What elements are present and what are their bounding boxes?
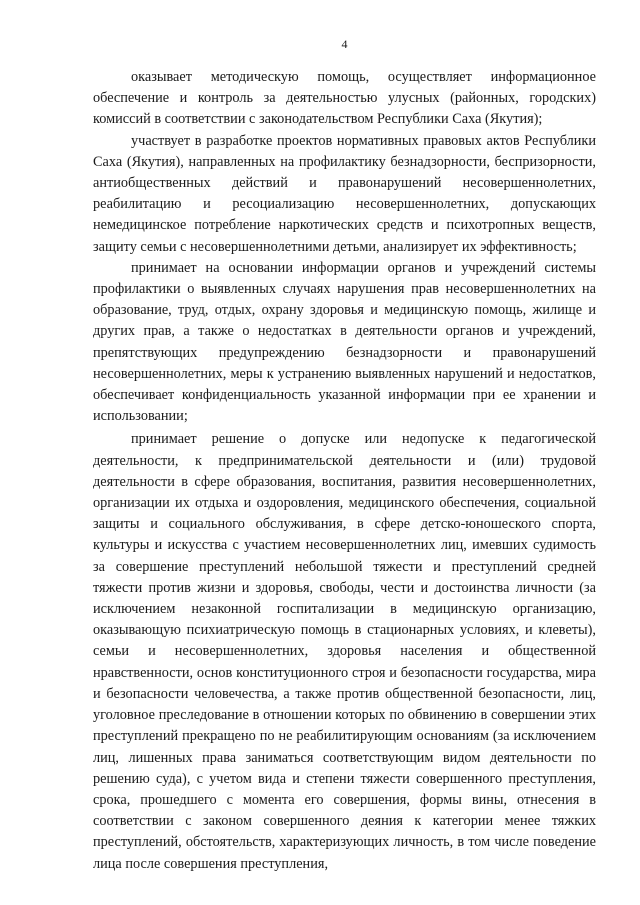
paragraph: участвует в разработке проектов нормативных правовых актов Республики Саха (Якутия), направленных на профилактику безнадзорности, беспризорности, антиобщественных действий и правонарушений несовершеннолетних, реабилитацию и ресоциализацию несовершеннолетних, допускающих немедицинское потребление наркотических средств и психотропных веществ, защиту семьи с несовершеннолетними детьми, анализирует их эффективность; bbox=[93, 132, 596, 255]
paragraph: принимает решение о допуске или недопуске к педагогической деятельности, к предпринимательской деятельности и (или) трудовой деятельности в сфере образования, воспитания, развития несовершеннолетних, организации их отдыха и оздоровления, медицинского обеспечения, социальной защиты и социального обслуживания, в сфере детско-юношеского спорта, культуры и искусства с участием несовершеннолетних лиц, имевших судимость за совершение преступлений небольшой тяжести и преступлений средней тяжести против жизни и здоровья, свободы, чести и достоинства личности (за исключением незаконной госпитализации в медицинскую организацию, оказывающую психиатрическую помощь в стационарных условиях, и клеветы), семьи и несовершеннолетних, здоровья населения и общественной нравственности, основ конституционного строя и безопасности государства, мира и безопасности человечества, а также против общественной безопасности, лиц, уголовное преследование в отношении которых по обвинению в совершении этих преступлений прекращено по не реабилитирующим основаниям (за исключением лиц, лишенных права заниматься соответствующим видом деятельности по решению суда), с учетом вида и степени тяжести совершенного преступления, срока, прошедшего с момента его совершения, формы вины, отнесения в соответствии с законом совершенного деяния к категории менее тяжких преступлений, обстоятельств, характеризующих личность, в том числе поведение лица после совершения преступления, bbox=[93, 431, 596, 872]
paragraph: принимает на основании информации органов и учреждений системы профилактики о выявленных случаях нарушения прав несовершеннолетних на образование, труд, отдых, охрану здоровья и медицинскую помощь, жилище и других прав, а также о недостатках в деятельности органов и учреждений, препятствующих предупреждению безнадзорности и правонарушений несовершеннолетних, меры к устранению выявленных нарушений и недостатков, обеспечивает конфиденциальность указанной информации при ее хранении и использовании; bbox=[93, 259, 596, 425]
document-body bbox=[93, 67, 596, 875]
page-number: 4 bbox=[341, 37, 348, 51]
paragraph: оказывает методическую помощь, осуществляет информационное обеспечение и контроль за деятельностью улусных (районных, городских) комиссий в соответствии с законодательством Республики Саха (Якутия); bbox=[93, 69, 596, 128]
